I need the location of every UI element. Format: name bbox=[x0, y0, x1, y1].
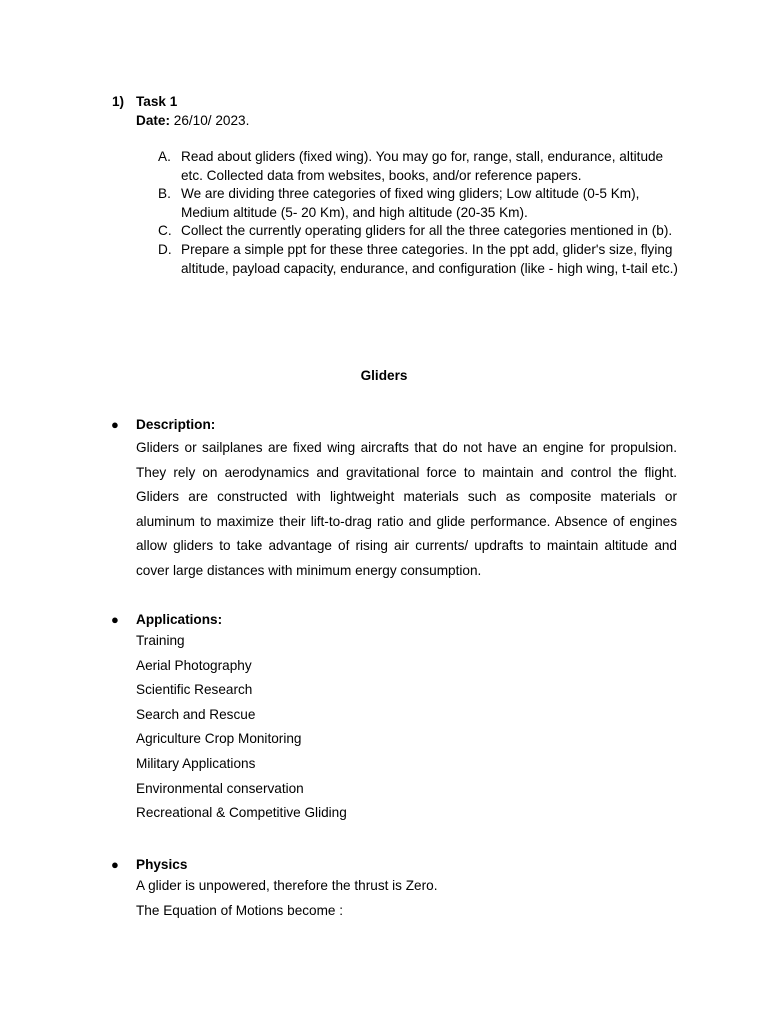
list-item: Search and Rescue bbox=[136, 706, 256, 722]
list-item: Recreational & Competitive Gliding bbox=[136, 805, 347, 821]
section-title: Gliders bbox=[360, 368, 408, 383]
list-item: Aerial Photography bbox=[136, 657, 252, 673]
subtask-letter: C. bbox=[158, 223, 172, 239]
subtask-text: Collect the currently operating gliders for all the three categories mentioned in (b). bbox=[181, 223, 673, 239]
list-item: Environmental conservation bbox=[136, 780, 304, 796]
description-section bbox=[136, 415, 677, 584]
applications-list bbox=[136, 629, 677, 826]
subtask-text: We are dividing three categories of fixed wing gliders; Low altitude (0-5 Km), Medium altitude (5- 20 Km), and high altitude (20-35 Km). bbox=[181, 186, 640, 220]
subtask-letter: B. bbox=[158, 186, 171, 202]
physics-line: A glider is unpowered, therefore the thrust is Zero. bbox=[136, 878, 438, 893]
subtask-list bbox=[136, 148, 684, 278]
subtask-item bbox=[136, 148, 684, 185]
description-heading: Description: bbox=[136, 417, 216, 432]
subtask-letter: D. bbox=[158, 241, 172, 257]
subtask-text: Read about gliders (fixed wing). You may go for, range, stall, endurance, altitude etc. Collected data from websites, books, and/or reference papers. bbox=[181, 149, 664, 183]
list-item: Training bbox=[136, 633, 185, 648]
applications-section bbox=[136, 610, 677, 826]
physics-lines bbox=[136, 874, 677, 923]
date-value: 26/10/ 2023. bbox=[170, 113, 250, 128]
subtask-item bbox=[136, 241, 684, 278]
applications-heading: Applications: bbox=[136, 612, 223, 627]
description-text: Gliders or sailplanes are fixed wing aircrafts that do not have an engine for propulsion. They rely on aerodynamics and gravitational force to maintain and control the flight. Gliders are constructed with lightweight materials such as composite materials or aluminum to maximize their lift-to-drag ratio and glide performance. Absence of engines allow gliders to take advantage of rising air currents/ updrafts to maintain altitude and cover large distances with minimum energy consumption. bbox=[136, 440, 677, 578]
subtask-letter: A. bbox=[158, 149, 171, 164]
list-item: Military Applications bbox=[136, 755, 256, 771]
date-line bbox=[136, 111, 249, 130]
subtask-text: Prepare a simple ppt for these three categories. In the ppt add, glider's size, flying altitude, payload capacity, endurance, and configuration (like - high wing, t-tail etc.) bbox=[181, 241, 678, 276]
subtask-item bbox=[136, 185, 684, 222]
subtask-item bbox=[136, 222, 684, 241]
task-number: 1) bbox=[112, 94, 125, 109]
bullet-icon: ● bbox=[111, 417, 119, 432]
date-label: Date: bbox=[136, 113, 170, 128]
physics-section bbox=[136, 855, 677, 923]
list-item: Scientific Research bbox=[136, 682, 253, 698]
bullet-icon: ● bbox=[111, 612, 119, 627]
physics-line: The Equation of Motions become : bbox=[136, 902, 344, 918]
list-item: Agriculture Crop Monitoring bbox=[136, 731, 302, 747]
task-title: Task 1 bbox=[136, 94, 178, 109]
physics-heading: Physics bbox=[136, 857, 188, 872]
bullet-icon: ● bbox=[111, 857, 119, 872]
